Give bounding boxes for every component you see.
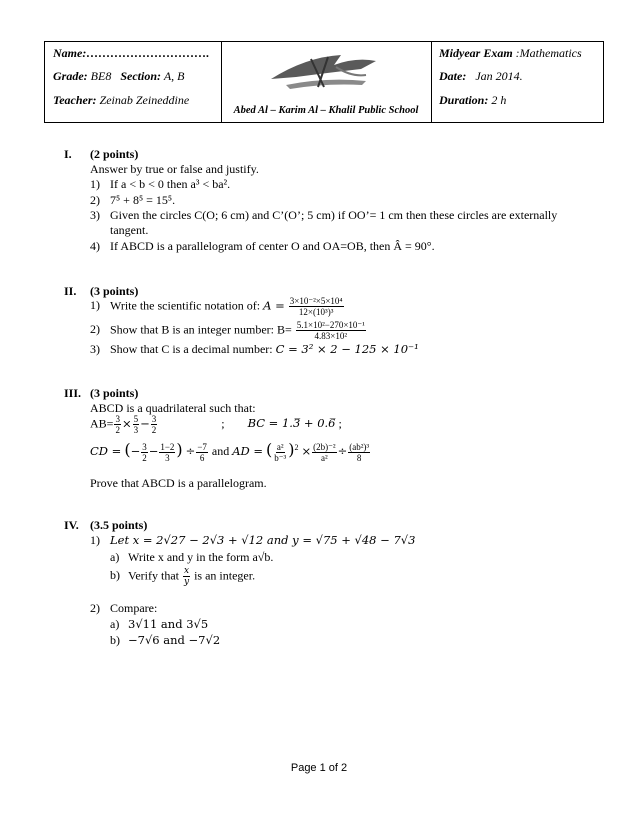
- s1-item-1: 1) If a < b < 0 then a³ < ba².: [90, 177, 231, 191]
- teacher-line: Teacher: Zeinab Zeineddine: [53, 93, 190, 107]
- page-footer: Page 1 of 2: [290, 762, 348, 774]
- header-table: [44, 41, 604, 123]
- section-1-number: I.: [64, 147, 72, 161]
- s2-item-2: 2) Show that B is an integer number: B= $\frac{\text{5.1×10²−270×10⁻¹}}{\text{4.83×10²}}$: [90, 320, 365, 341]
- s3-cd-ad-line: CD = (− $\frac{3}{2}$ − $\frac{1-2}{3}$ ) ÷ $\frac{-7}{6}$ and AD = ( $\frac{\text{a²}}{\text{b⁻³}}$ )$^2$ × $\frac{\text{(2b)⁻²}}{\text{a²}}$ ÷ $\frac{\text{(ab²)³}}{8}$: [90, 440, 370, 463]
- date-line: Date: Jan 2014.: [439, 69, 523, 83]
- exam-line: Midyear Exam :Mathematics: [439, 46, 582, 60]
- header-logo-cell: [221, 42, 432, 122]
- section-2-number: II.: [64, 284, 77, 298]
- s1-item-2: 2) 7⁵ + 8⁵ = 15⁵.: [90, 193, 176, 207]
- section-3-number: III.: [64, 386, 82, 400]
- s4-item-1b: b) Verify that $\frac{x}{y}$ is an integer.: [110, 566, 256, 587]
- s4-item-2a: a) 3√11 and 3√5: [110, 617, 209, 631]
- s4-item-2b: b) −7√6 and −7√2: [110, 633, 221, 647]
- section-1-points: (2 points): [90, 147, 139, 161]
- duration-line: Duration: 2 h: [439, 93, 507, 107]
- s1-item-3-cont: tangent.: [110, 223, 149, 237]
- s4-item-1: 1) Let x = 2√27 − 2√3 + √12 and y = √75 + √48 − 7√3: [90, 533, 416, 547]
- section-4-points: (3.5 points): [90, 518, 148, 532]
- section-2-points: (3 points): [90, 284, 139, 298]
- s2-item-3: 3) Show that C is a decimal number: C = 3² × 2 − 125 × 10⁻¹: [90, 342, 419, 356]
- s3-prove: Prove that ABCD is a parallelogram.: [90, 476, 267, 490]
- s4-item-2: 2) Compare:: [90, 601, 158, 615]
- section-3-intro: ABCD is a quadrilateral such that:: [90, 401, 256, 415]
- school-logo-image: [266, 47, 386, 97]
- section-3-points: (3 points): [90, 386, 139, 400]
- s2-item-1: 1) Write the scientific notation of: A = $\frac{\text{3×10⁻²×5×10⁴}}{\text{12×(10³)³}}$: [90, 296, 343, 317]
- s1-item-4: 4) If ABCD is a parallelogram of center O and OA=OB, then Â = 90°.: [90, 239, 435, 253]
- s1-item-3: 3) Given the circles C(O; 6 cm) and C’(O’; 5 cm) if OO’= 1 cm then these circles are externally: [90, 208, 558, 222]
- header-right-cell: [431, 42, 603, 122]
- school-name: Abed Al – Karim Al – Khalil Public School: [233, 105, 419, 116]
- s4-item-1a: a) Write x and y in the form a√b.: [110, 550, 274, 564]
- grade-line: Grade: BE8 Section: A, B: [53, 69, 185, 83]
- section-1-intro: Answer by true or false and justify.: [90, 162, 259, 176]
- name-line: Name:………………………….: [53, 46, 210, 60]
- s3-ab-line: AB= $\frac{3}{2}$ × $\frac{5}{3}$ − $\frac{3}{2}$ ; BC = 1.3̅ + 0.6̅ ;: [90, 414, 342, 435]
- section-4-number: IV.: [64, 518, 79, 532]
- header-left-cell: [45, 42, 222, 122]
